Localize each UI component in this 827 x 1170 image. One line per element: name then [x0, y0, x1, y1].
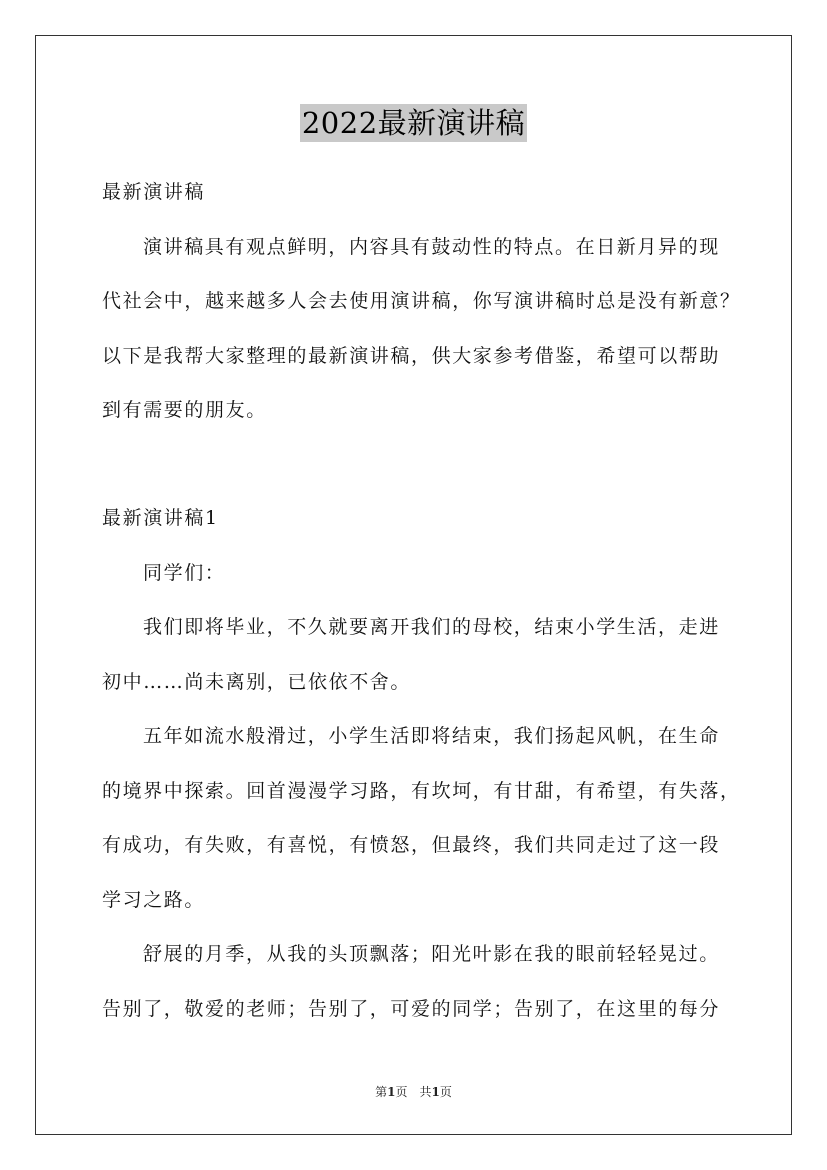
- paragraph-line: 的境界中探索。回首漫漫学习路，有坎坷，有甘甜，有希望，有失落，: [102, 779, 741, 802]
- paragraph-line: 学习之路。: [102, 888, 206, 911]
- section-heading: 最新演讲稿: [102, 181, 206, 203]
- paragraph-line: 有成功，有失败，有喜悦，有愤怒，但最终，我们共同走过了这一段: [102, 834, 721, 856]
- document-title: 2022最新演讲稿: [301, 106, 526, 140]
- paragraph-line: 我们即将毕业，不久就要离开我们的母校，结束小学生活，走进: [143, 616, 720, 638]
- paragraph-line: 初中……尚未离别，已依依不舍。: [102, 670, 412, 693]
- intro-section: [102, 165, 742, 438]
- paragraph-line: 舒展的月季，从我的头顶飘落；阳光叶影在我的眼前轻轻晃过。: [143, 943, 720, 965]
- page-footer: [0, 1083, 827, 1100]
- paragraph-line: 以下是我帮大家整理的最新演讲稿，供大家参考借鉴，希望可以帮助: [102, 344, 721, 367]
- paragraph-line: 代社会中，越来越多人会去使用演讲稿，你写演讲稿时总是没有新意？: [102, 290, 741, 312]
- page-number: 1: [387, 1085, 396, 1099]
- paragraph-line: 同学们：: [143, 561, 226, 584]
- footer-prefix: 第: [375, 1085, 388, 1099]
- page-total: 1: [431, 1085, 440, 1099]
- paragraph-line: 到有需要的朋友。: [102, 399, 267, 421]
- paragraph-line: 告别了，敬爱的老师；告别了，可爱的同学；告别了，在这里的每分: [102, 997, 721, 1020]
- footer-mid: 页 共: [395, 1085, 432, 1099]
- footer-suffix: 页: [439, 1085, 452, 1099]
- title-container: [0, 104, 827, 142]
- paragraph-line: 五年如流水般滑过，小学生活即将结束，我们扬起风帆，在生命: [143, 725, 720, 747]
- paragraph-line: 演讲稿具有观点鲜明，内容具有鼓动性的特点。在日新月异的现: [143, 235, 720, 258]
- section-heading: 最新演讲稿1: [102, 507, 219, 529]
- speech-1-section: [102, 491, 742, 1036]
